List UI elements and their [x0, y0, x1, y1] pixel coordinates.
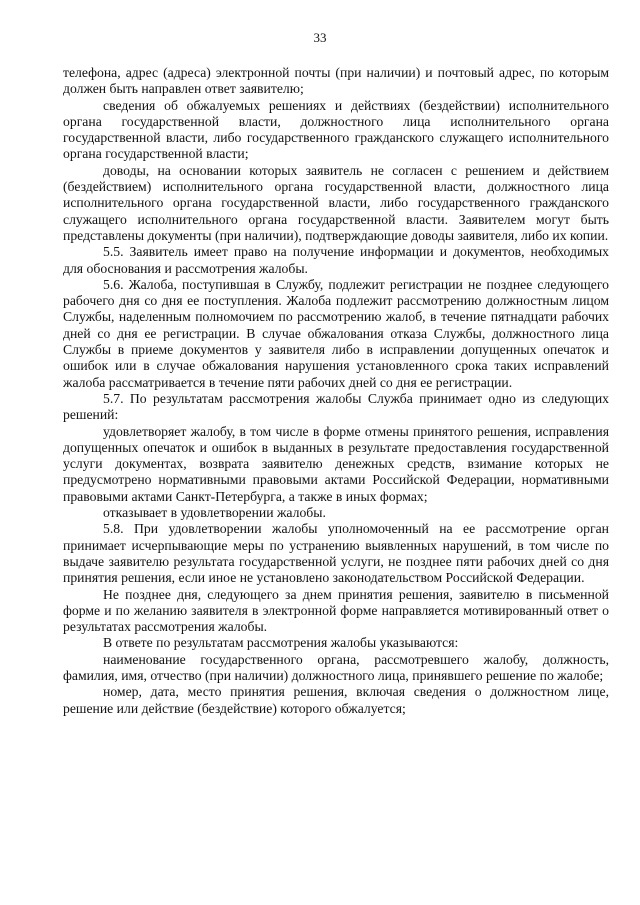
paragraph-5-8: 5.8. При удовлетворении жалобы уполномоченный на ее рассмотрение орган принимает исчерпывающие меры по устранению выявленных нарушений, в том числе по выдаче заявителю результата государственной услуги, не позднее пяти рабочих дней со дня принятия решения, если иное не установлено законодательством Российской Федерации.	[63, 521, 609, 586]
paragraph-arguments: доводы, на основании которых заявитель не согласен с решением и действием (бездействием) исполнительного органа государственной власти, должностного лица исполнительного органа государственной власти, либо государственного гражданского служащего исполнительного органа государственной власти. Заявителем могут быть представлены документы (при наличии), подтверждающие доводы заявителя, либо их копии.	[63, 162, 609, 243]
paragraph-appealed-decisions: сведения об обжалуемых решениях и действиях (бездействии) исполнительного органа государственной власти, должностного лица исполнительного органа государственной власти, либо государственного гражданского служащего исполнительного органа государственной власти;	[63, 97, 609, 162]
paragraph-5-6: 5.6. Жалоба, поступившая в Службу, подлежит регистрации не позднее следующего рабочего дня со дня ее поступления. Жалоба подлежит рассмотрению должностным лицом Службы, наделенным полномочием по рассмотрению жалоб, в течение пятнадцати рабочих дней со дня ее регистрации. В случае обжалования отказа Службы, должностного лица Службы в приеме документов у заявителя либо в исправлении допущенных опечаток и ошибок или в случае обжалования нарушения установленного срока таких исправлений жалоба рассматривается в течение пяти рабочих дней со дня ее регистрации.	[63, 276, 609, 390]
paragraph-5-5: 5.5. Заявитель имеет право на получение информации и документов, необходимых для обоснования и рассмотрения жалобы.	[63, 244, 609, 276]
paragraph-reply-contents: В ответе по результатам рассмотрения жалобы указываются:	[103, 635, 459, 651]
paragraph-satisfies-complaint: удовлетворяет жалобу, в том числе в форме отмены принятого решения, исправления допущенных опечаток и ошибок в выданных в результате предоставления государственной услуги документах, возврата заявителю денежных средств, взимание которых не предусмотрено нормативными правовыми актами Российской Федерации, нормативными правовыми актами Санкт-Петербурга, а также в иных формах;	[63, 423, 609, 504]
paragraph-contact-details: телефона, адрес (адреса) электронной почты (при наличии) и почтовый адрес, по которым должен быть направлен ответ заявителю;	[63, 65, 609, 97]
document-body	[63, 65, 609, 717]
page-number: 33	[313, 30, 327, 45]
paragraph-authority-name: наименование государственного органа, рассмотревшего жалобу, должность, фамилия, имя, отчество (при наличии) должностного лица, принявшего решение по жалобе;	[63, 651, 609, 683]
paragraph-5-7: 5.7. По результатам рассмотрения жалобы Служба принимает одно из следующих решений:	[63, 390, 609, 423]
paragraph-decision-details: номер, дата, место принятия решения, включая сведения о должностном лице, решение или действие (бездействие) которого обжалуется;	[63, 684, 609, 716]
paragraph-rejects-complaint: отказывает в удовлетворении жалобы.	[103, 505, 326, 521]
paragraph-reasoned-reply: Не позднее дня, следующего за днем принятия решения, заявителю в письменной форме и по желанию заявителя в электронной форме направляется мотивированный ответ о результатах рассмотрения жалобы.	[63, 586, 609, 635]
